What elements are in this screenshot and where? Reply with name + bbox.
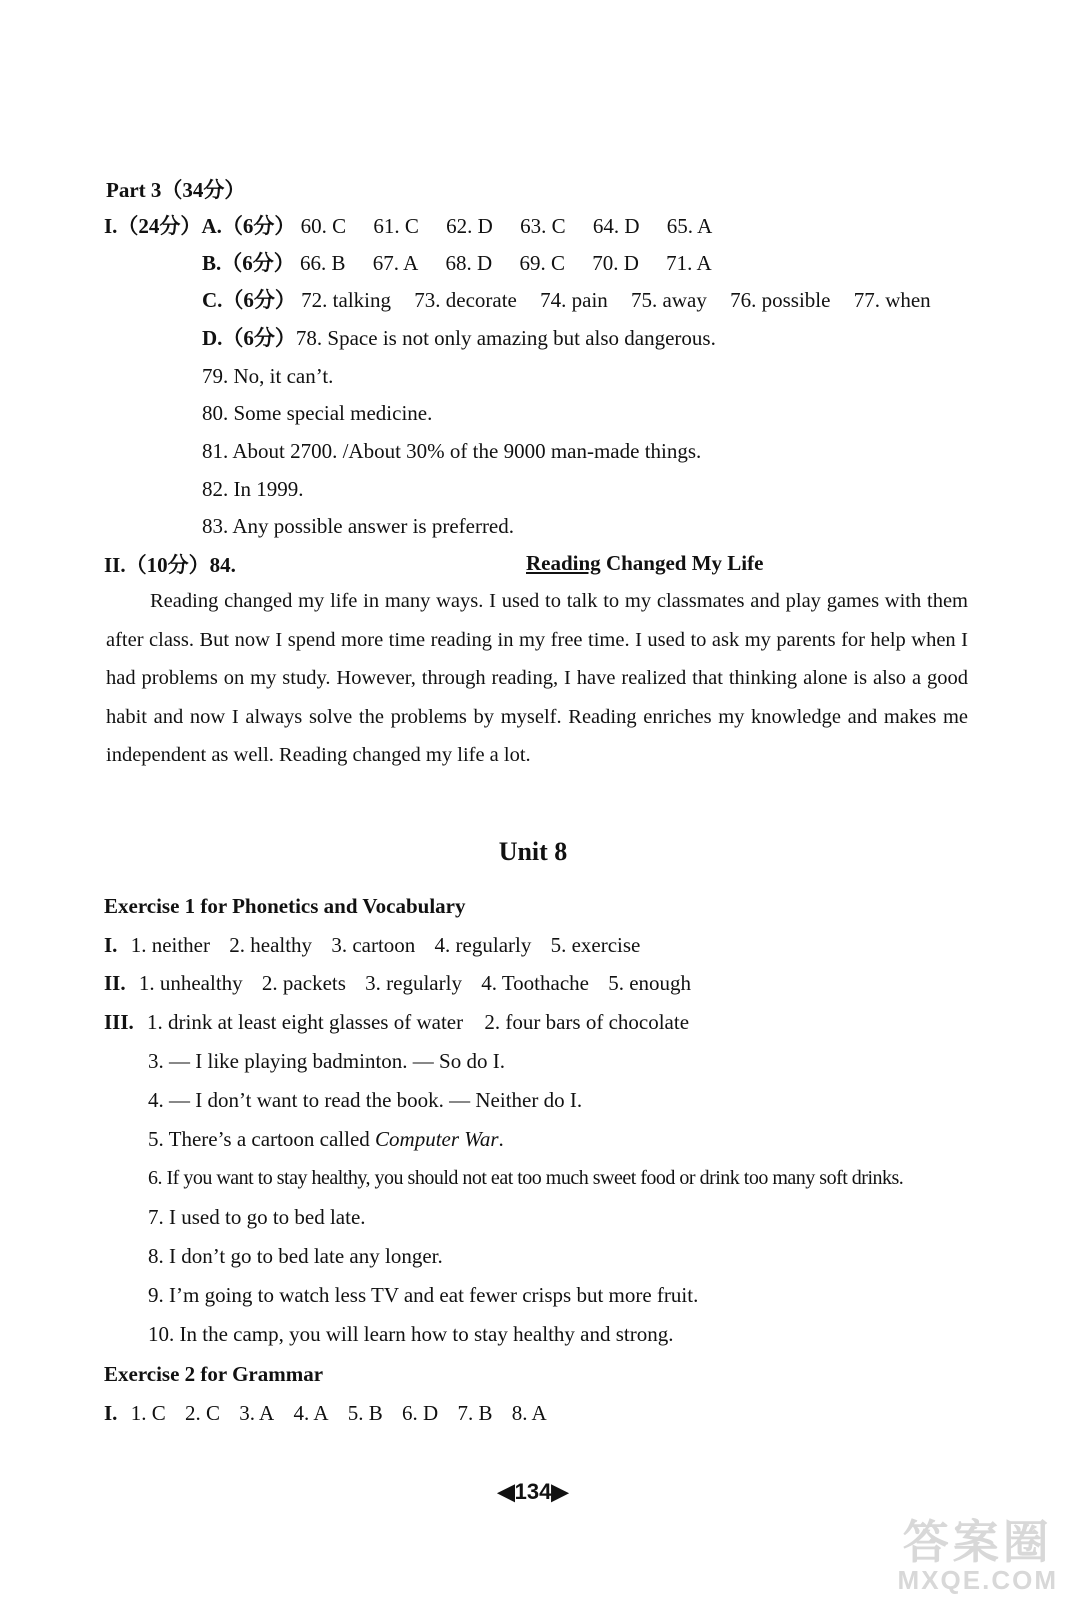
answer-item: 65. A: [666, 214, 713, 238]
essay-title: Reading Changed My Life: [526, 551, 764, 575]
answer-item: 4. — I don’t want to read the book. — Neither do I.: [148, 1088, 583, 1112]
unit-title: Unit 8: [498, 837, 568, 866]
answer-item: 5. enough: [608, 971, 692, 995]
answer-item: 83. Any possible answer is preferred.: [202, 514, 515, 538]
exercise1-heading: Exercise 1 for Phonetics and Vocabulary: [104, 894, 466, 918]
answer-item: 69. C: [519, 251, 565, 275]
answer-item: 2. C: [184, 1401, 220, 1425]
answer-item: 2. packets: [261, 971, 346, 995]
part3-heading: Part 3（34分）: [106, 178, 246, 202]
answer-item: 67. A: [372, 251, 419, 275]
essay-body: Reading changed my life in many ways. I used to talk to my classmates and play games with them after class. But now I spend more time reading in my free time. I used to ask my parents for help when I had problems on my study. However, through reading, I have realized that thinking alone is also a good habit and now I always solve the problems by myself. Reading enriches my knowledge and makes me independent as well. Reading changed my life a lot.: [106, 590, 968, 766]
answer-item: 2. healthy: [229, 933, 313, 957]
section-I-C-row: [202, 286, 931, 314]
answer-item: 63. C: [520, 214, 566, 238]
exercise2-heading: Exercise 2 for Grammar: [104, 1362, 324, 1386]
answer-item: 64. D: [592, 214, 640, 238]
answer-item: 81. About 2700. /About 30% of the 9000 man-made things.: [202, 439, 702, 463]
answer-item: 71. A: [666, 251, 712, 275]
answer-item: 10. In the camp, you will learn how to stay healthy and strong.: [148, 1322, 674, 1346]
answer-item: 70. D: [592, 251, 639, 275]
section-I-B-row: [202, 249, 712, 277]
answer-item: 6. If you want to stay healthy, you should not eat too much sweet food or drink too many soft drinks.: [148, 1167, 904, 1189]
answer-item: 62. D: [446, 214, 493, 238]
answer-item: 80. Some special medicine.: [202, 401, 433, 425]
ex1-section-I-row: I. 1. neither 2. healthy 3. cartoon 4. regularly 5. exercise: [104, 933, 641, 957]
answer-item: 79. No, it can’t.: [202, 364, 334, 388]
subsection-B-label: B.（6分）: [202, 251, 295, 275]
answer-item: 2. four bars of chocolate: [484, 1010, 690, 1034]
answer-item: 5. B: [347, 1401, 383, 1425]
section-I-label: I.（24分）: [104, 214, 202, 238]
answer-item: 5. There’s a cartoon called Computer War.: [148, 1127, 504, 1151]
answer-item: 77. when: [853, 288, 931, 312]
answer-item: 82. In 1999.: [202, 477, 304, 501]
answer-item: 60. C: [300, 214, 347, 238]
answer-item: 4. A: [293, 1401, 329, 1425]
answer-item: 6. D: [402, 1401, 439, 1425]
answer-item: 8. A: [511, 1401, 547, 1425]
answer-item: 1. unhealthy: [138, 971, 243, 995]
answer-item: 66. B: [300, 251, 346, 275]
section-I-A-row: [104, 212, 712, 240]
answer-item: 76. possible: [730, 288, 831, 312]
answer-item: 78. Space is not only amazing but also dangerous.: [295, 326, 716, 350]
answer-item: 9. I’m going to watch less TV and eat fewer crisps but more fruit.: [148, 1283, 699, 1307]
answer-item: 3. cartoon: [331, 933, 416, 957]
ex2-section-I-row: I. 1. C 2. C 3. A 4. A 5. B 6. D 7. B 8. A: [104, 1401, 547, 1425]
answer-item: 8. I don’t go to bed late any longer.: [148, 1244, 443, 1268]
subsection-C-label: C.（6分）: [202, 288, 296, 312]
answer-item: 73. decorate: [414, 288, 517, 312]
answer-item: 1. neither: [130, 933, 210, 957]
answer-item: 4. Toothache: [481, 971, 589, 995]
answer-item: 3. — I like playing badminton. — So do I.: [148, 1049, 505, 1073]
answer-item: 1. C: [130, 1401, 166, 1425]
answer-item: 75. away: [631, 288, 707, 312]
answer-item: 68. D: [445, 251, 493, 275]
subsection-A-label: A.（6分）: [201, 214, 296, 238]
answer-item: 4. regularly: [434, 933, 532, 957]
subsection-D-label: D.（6分）: [202, 326, 296, 350]
answer-item: 74. pain: [540, 288, 608, 312]
answer-item: 3. A: [239, 1401, 275, 1425]
ex1-section-II-row: II. 1. unhealthy 2. packets 3. regularly 4. Toothache 5. enough: [104, 971, 692, 995]
watermark-logo: 答案圈 MXQE.COM: [897, 1516, 1058, 1595]
answer-item: 3. regularly: [365, 971, 462, 995]
answer-item: 61. C: [373, 214, 419, 238]
page-number: ◀134▶: [497, 1479, 569, 1504]
answer-item: 7. B: [457, 1401, 493, 1425]
answer-item: 72. talking: [301, 288, 391, 312]
section-I-D-row: [202, 324, 716, 352]
answer-item: 7. I used to go to bed late.: [148, 1205, 366, 1229]
ex1-section-III-row: III. 1. drink at least eight glasses of water 2. four bars of chocolate: [104, 1010, 690, 1034]
section-II-label: II.（10分）84.: [104, 553, 236, 577]
answer-item: 5. exercise: [550, 933, 641, 957]
answer-item: 1. drink at least eight glasses of water: [147, 1010, 464, 1034]
